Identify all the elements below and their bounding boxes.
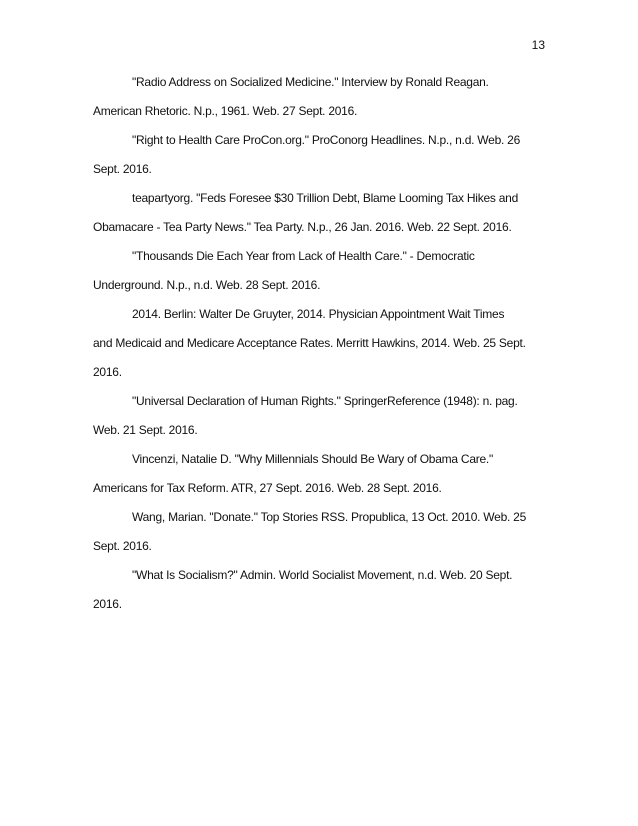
citation-line: "Right to Health Care ProCon.org." ProConorg Headlines. N.p., n.d. Web. 26 [132,133,521,147]
citation-entry [93,184,553,242]
citation-entry [93,503,553,561]
citation-entry [93,68,553,126]
citation-line: Sept. 2016. [93,162,152,176]
citation-line: Obamacare - Tea Party News." Tea Party. N.p., 26 Jan. 2016. Web. 22 Sept. 2016. [93,220,512,234]
citation-line: Vincenzi, Natalie D. "Why Millennials Should Be Wary of Obama Care." [132,452,494,466]
citation-line: "Radio Address on Socialized Medicine." Interview by Ronald Reagan. [132,75,489,89]
citation-line: "Universal Declaration of Human Rights." SpringerReference (1948): n. pag. [132,394,518,408]
citation-line: Web. 21 Sept. 2016. [93,423,198,437]
works-cited-list [93,68,553,619]
citation-line: 2014. Berlin: Walter De Gruyter, 2014. Physician Appointment Wait Times [132,307,505,321]
citation-entry [93,561,553,619]
page-number: 13 [531,38,545,52]
citation-line: "What Is Socialism?" Admin. World Socialist Movement, n.d. Web. 20 Sept. [132,568,513,582]
citation-line: 2016. [93,597,122,611]
citation-line: American Rhetoric. N.p., 1961. Web. 27 Sept. 2016. [93,104,358,118]
citation-entry [93,126,553,184]
citation-entry [93,445,553,503]
citation-line: Sept. 2016. [93,539,152,553]
citation-line: Americans for Tax Reform. ATR, 27 Sept. 2016. Web. 28 Sept. 2016. [93,481,442,495]
citation-entry [93,300,553,387]
citation-entry [93,387,553,445]
citation-line: Underground. N.p., n.d. Web. 28 Sept. 2016. [93,278,321,292]
citation-line: "Thousands Die Each Year from Lack of Health Care." - Democratic [132,249,475,263]
citation-line: Wang, Marian. "Donate." Top Stories RSS. Propublica, 13 Oct. 2010. Web. 25 [132,510,527,524]
citation-line: and Medicaid and Medicare Acceptance Rates. Merritt Hawkins, 2014. Web. 25 Sept. [93,336,526,350]
citation-entry [93,242,553,300]
citation-line: teapartyorg. "Feds Foresee $30 Trillion Debt, Blame Looming Tax Hikes and [132,191,518,205]
citation-line: 2016. [93,365,122,379]
